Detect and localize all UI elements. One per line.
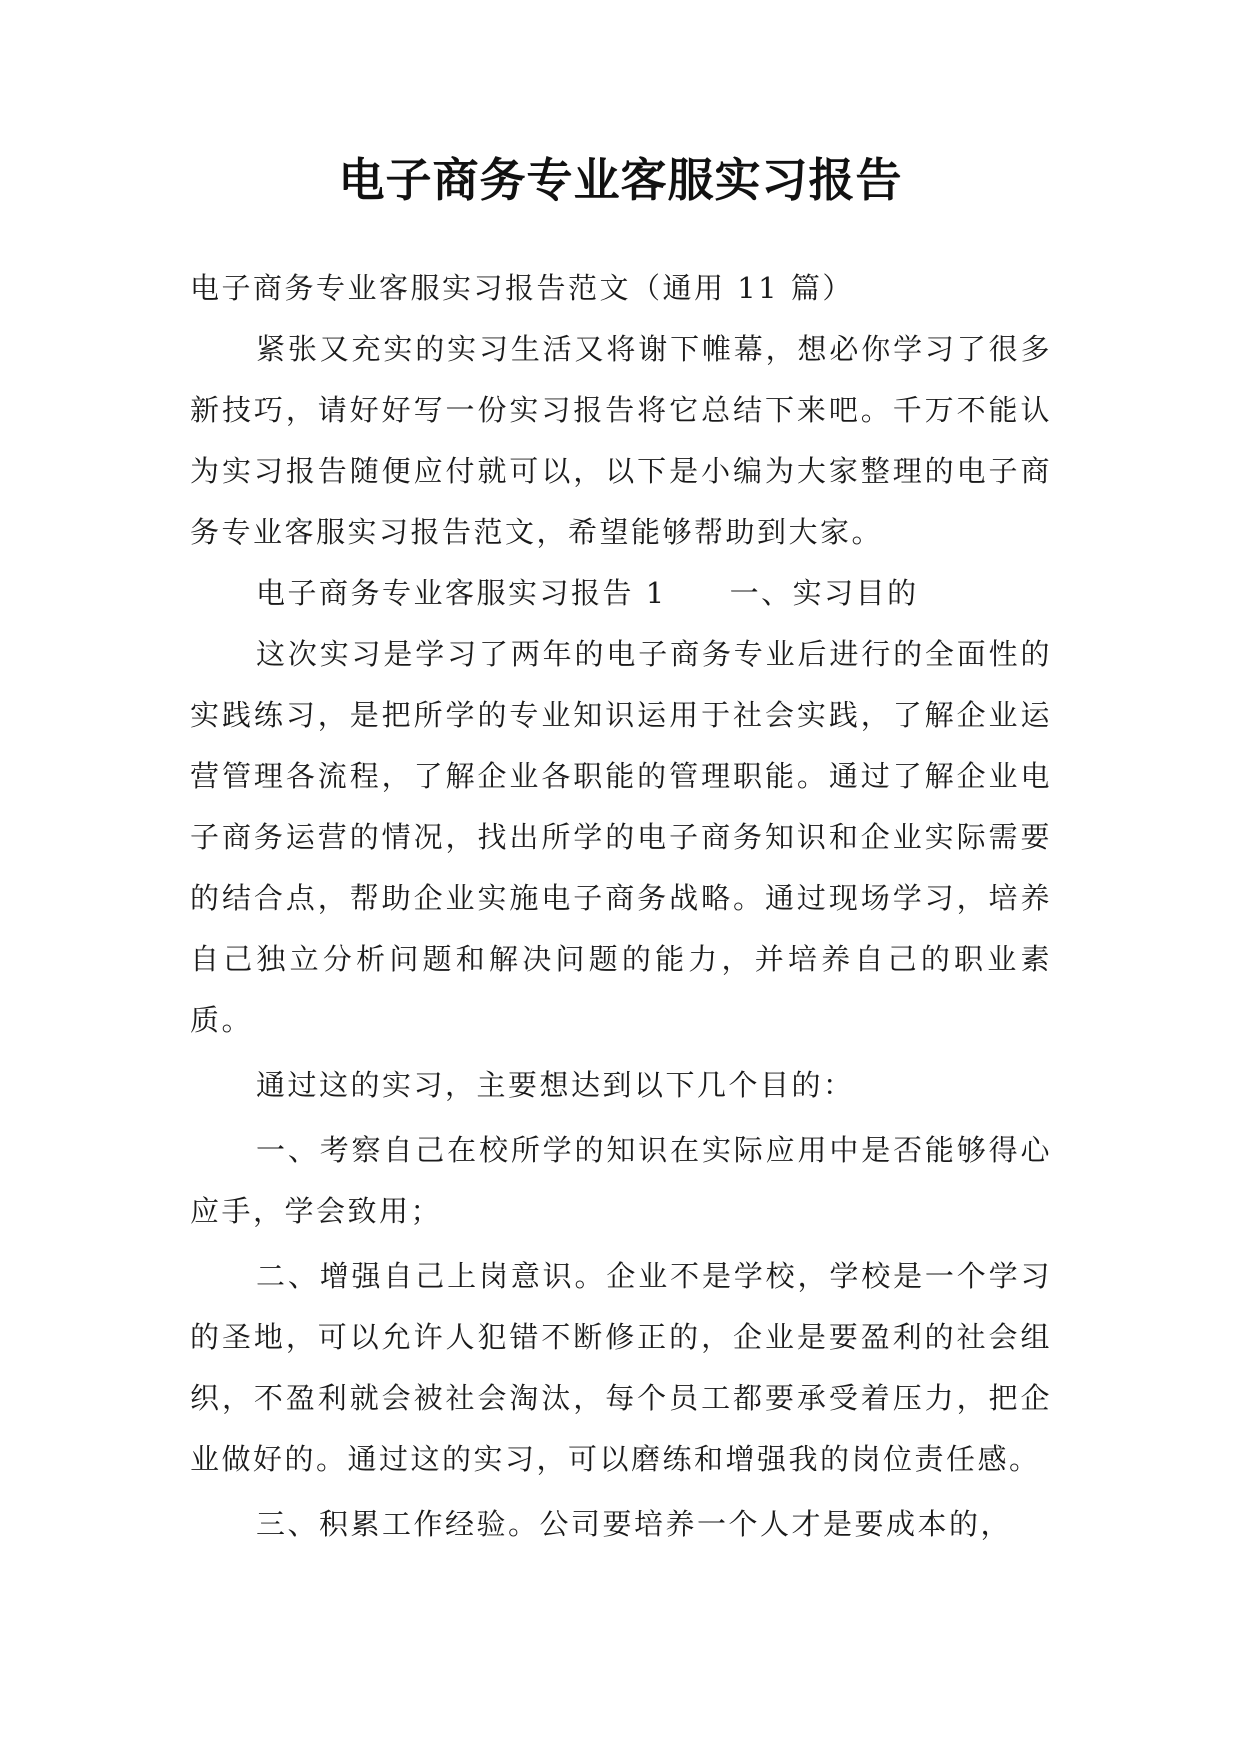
paragraph-purpose: 这次实习是学习了两年的电子商务专业后进行的全面性的实践练习，是把所学的专业知识运用于社会实践，了解企业运营管理各流程，了解企业各职能的管理职能。通过了解企业电子商务运营的情况，找出所学的电子商务知识和企业实际需要的结合点，帮助企业实施电子商务战略。通过现场学习，培养自己独立分析问题和解决问题的能力，并培养自己的职业素质。	[190, 637, 1052, 1037]
document-body	[190, 258, 1052, 1555]
paragraph-goal-1: 一、考察自己在校所学的知识在实际应用中是否能够得心应手，学会致用；	[190, 1133, 1052, 1228]
document-subtitle: 电子商务专业客服实习报告范文（通用 11 篇）	[190, 271, 854, 305]
paragraph-goal-3: 三、积累工作经验。公司要培养一个人才是要成本的，	[256, 1507, 1013, 1541]
paragraph-goals-intro: 通过这的实习，主要想达到以下几个目的：	[256, 1068, 855, 1102]
document-title: 电子商务专业客服实习报告	[338, 153, 903, 207]
paragraph-goal-2: 二、增强自己上岗意识。企业不是学校，学校是一个学习的圣地，可以允许人犯错不断修正的，企业是要盈利的社会组织，不盈利就会被社会淘汰，每个员工都要承受着压力，把企业做好的。通过这的实习，可以磨练和增强我的岗位责任感。	[190, 1259, 1052, 1476]
section-heading: 电子商务专业客服实习报告 1 一、实习目的	[256, 576, 919, 610]
paragraph-intro: 紧张又充实的实习生活又将谢下帷幕，想必你学习了很多新技巧，请好好写一份实习报告将它总结下来吧。千万不能认为实习报告随便应付就可以，以下是小编为大家整理的电子商务专业客服实习报告范文，希望能够帮助到大家。	[190, 332, 1052, 549]
